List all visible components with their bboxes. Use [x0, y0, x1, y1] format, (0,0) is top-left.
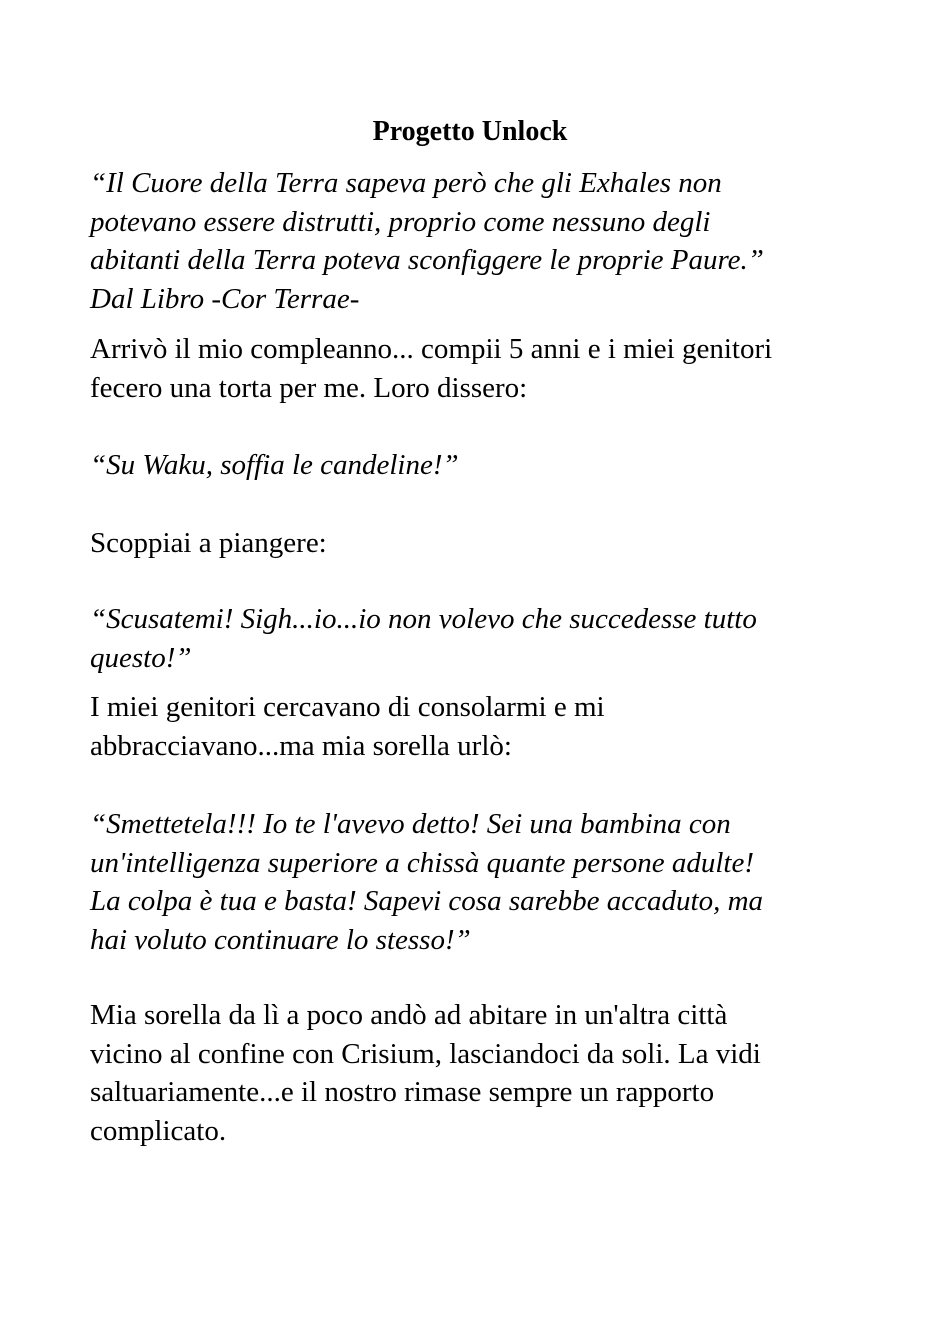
quote-line: “Su Waku, soffia le candeline!” [90, 449, 459, 481]
epigraph-line: potevano essere distrutti, proprio come nessuno degli [90, 205, 711, 238]
quote-line: “Smettetela!!! Io te l'avevo detto! Sei una bambina con [90, 808, 731, 840]
paragraph-line: vicino al confine con Crisium, lasciandoci da soli. La vidi [90, 1037, 761, 1070]
paragraph-line: saltuariamente...e il nostro rimase sempre un rapporto [90, 1076, 715, 1108]
paragraph [90, 330, 860, 407]
paragraph-line: abbracciavano...ma mia sorella urlò: [90, 729, 512, 762]
epigraph-line: “Il Cuore della Terra sapeva però che gli Exhales non [90, 167, 722, 199]
epigraph [90, 164, 860, 318]
paragraph [90, 688, 860, 765]
paragraph-line: fecero una torta per me. Loro dissero: [90, 371, 528, 404]
paragraph [90, 996, 860, 1150]
quote-line: un'intelligenza superiore a chissà quante persone adulte! [90, 846, 754, 879]
document-title: Progetto Unlock [372, 116, 568, 147]
quote-line: hai voluto continuare lo stesso!” [90, 923, 471, 956]
dialogue-quote [90, 600, 860, 677]
paragraph-line: I miei genitori cercavano di consolarmi e mi [90, 691, 605, 723]
paragraph-line: Scoppiai a piangere: [90, 527, 327, 559]
dialogue-quote [90, 805, 860, 959]
paragraph-line: complicato. [90, 1114, 227, 1147]
quote-line: “Scusatemi! Sigh...io...io non volevo che succedesse tutto [90, 603, 757, 635]
paragraph-line: Arrivò il mio compleanno... compii 5 anni e i miei genitori [90, 333, 773, 365]
quote-line: La colpa è tua e basta! Sapevi cosa sarebbe accaduto, ma [90, 885, 764, 917]
dialogue-quote [90, 446, 860, 485]
epigraph-line: abitanti della Terra poteva sconfiggere le proprie Paure.” [90, 244, 764, 276]
epigraph-source: Dal Libro -Cor Terrae- [90, 282, 360, 315]
paragraph-line: Mia sorella da lì a poco andò ad abitare in un'altra città [90, 999, 728, 1031]
quote-line: questo!” [90, 641, 192, 674]
paragraph [90, 524, 860, 563]
